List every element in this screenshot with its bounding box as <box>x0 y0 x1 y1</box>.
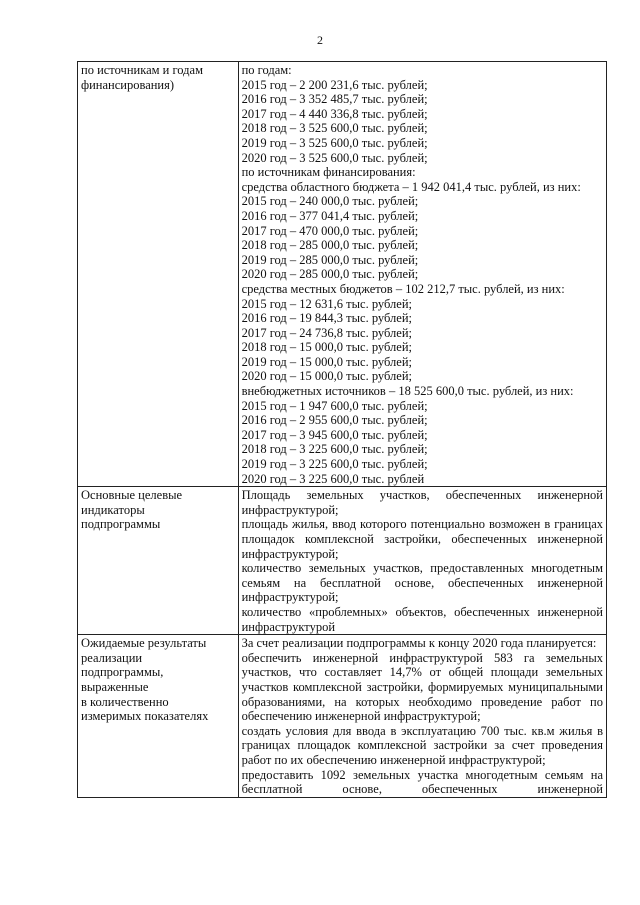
row-value-indicators <box>238 487 606 635</box>
indicator-paragraph: количество «проблемных» объектов, обеспеченных инженерной инфраструктурой <box>241 604 603 634</box>
financing-line: 2018 год – 3 225 600,0 тыс. рублей; <box>241 442 428 457</box>
financing-line: 2019 год – 285 000,0 тыс. рублей; <box>241 252 419 267</box>
financing-line: средства местных бюджетов – 102 212,7 тыс. рублей, из них: <box>241 281 565 296</box>
financing-line: 2016 год – 3 352 485,7 тыс. рублей; <box>241 92 428 107</box>
financing-line: 2017 год – 470 000,0 тыс. рублей; <box>241 223 419 238</box>
financing-line: 2020 год – 3 225 600,0 тыс. рублей <box>241 471 425 486</box>
financing-line: 2017 год – 4 440 336,8 тыс. рублей; <box>241 106 428 121</box>
financing-line: 2015 год – 240 000,0 тыс. рублей; <box>241 194 419 209</box>
financing-line: 2015 год – 1 947 600,0 тыс. рублей; <box>241 398 428 413</box>
table-row <box>78 635 607 798</box>
table-row <box>78 487 607 635</box>
label-line: измеримых показателях <box>81 709 209 724</box>
row-label-results <box>78 635 239 798</box>
financing-line: 2016 год – 19 844,3 тыс. рублей; <box>241 311 412 326</box>
financing-line: 2019 год – 3 225 600,0 тыс. рублей; <box>241 457 428 472</box>
result-line: бесплатной основе, обеспеченных инженерной <box>241 782 603 797</box>
indicator-paragraph: площадь жилья, ввод которого потенциально возможен в границах площадок комплексной застройки, обеспеченных инженерной инфраструктурой; <box>241 517 603 561</box>
financing-line: 2017 год – 24 736,8 тыс. рублей; <box>241 325 412 340</box>
table-row <box>78 62 607 487</box>
financing-line: 2020 год – 15 000,0 тыс. рублей; <box>241 369 412 384</box>
label-line: подпрограммы <box>81 517 161 532</box>
financing-line: внебюджетных источников – 18 525 600,0 тыс. рублей, из них: <box>241 384 574 399</box>
financing-line: 2015 год – 12 631,6 тыс. рублей; <box>241 296 412 311</box>
financing-line: 2019 год – 3 525 600,0 тыс. рублей; <box>241 135 428 150</box>
result-paragraph: За счет реализации подпрограммы к концу 2020 года планируется: <box>241 636 597 651</box>
financing-line: по годам: <box>241 63 292 77</box>
row-value-financing <box>238 62 606 487</box>
financing-line: 2018 год – 285 000,0 тыс. рублей; <box>241 238 419 253</box>
page-number: 2 <box>317 33 323 47</box>
label-line: в количественно <box>81 694 169 709</box>
program-passport-table <box>77 61 607 798</box>
financing-line: 2020 год – 3 525 600,0 тыс. рублей; <box>241 150 428 165</box>
financing-line: по источникам финансирования: <box>241 165 416 180</box>
label-line: подпрограммы, <box>81 665 164 680</box>
financing-line: 2016 год – 377 041,4 тыс. рублей; <box>241 208 419 223</box>
label-line: по источникам и годам <box>81 63 203 77</box>
financing-line: 2016 год – 2 955 600,0 тыс. рублей; <box>241 413 428 428</box>
label-line: индикаторы <box>81 502 145 517</box>
label-line: финансирования) <box>81 77 175 92</box>
row-label-financing <box>78 62 239 487</box>
financing-line: 2018 год – 15 000,0 тыс. рублей; <box>241 340 412 355</box>
label-line: выраженные <box>81 679 149 694</box>
indicator-paragraph: Площадь земельных участков, обеспеченных инженерной инфраструктурой; <box>241 488 603 517</box>
result-paragraph: создать условия для ввода в эксплуатацию 700 тыс. кв.м жилья в границах площадок комплексной застройки за счет проведения работ по их обеспечению инженерной инфраструктурой; <box>241 723 603 767</box>
result-paragraph: обеспечить инженерной инфраструктурой 583 га земельных участков, что составляет 14,7% от общей площади земельных участков комплексной застройки, формируемых муниципальными образованиями, на которых необходимо проведение работ по обеспечению инженерной инфраструктурой; <box>241 650 603 724</box>
label-line: реализации <box>81 650 143 665</box>
result-line: предоставить 1092 земельных участка многодетным семьям на <box>241 767 603 782</box>
label-line: Ожидаемые результаты <box>81 636 207 651</box>
financing-line: 2019 год – 15 000,0 тыс. рублей; <box>241 354 412 369</box>
row-label-indicators <box>78 487 239 635</box>
financing-line: 2015 год – 2 200 231,6 тыс. рублей; <box>241 77 428 92</box>
financing-line: 2018 год – 3 525 600,0 тыс. рублей; <box>241 121 428 136</box>
financing-line: 2020 год – 285 000,0 тыс. рублей; <box>241 267 419 282</box>
financing-line: 2017 год – 3 945 600,0 тыс. рублей; <box>241 427 428 442</box>
indicator-paragraph: количество земельных участков, предоставленных многодетным семьям на бесплатной основе, обеспеченных инженерной инфраструктурой; <box>241 561 603 605</box>
financing-line: средства областного бюджета – 1 942 041,4 тыс. рублей, из них: <box>241 179 581 194</box>
label-line: Основные целевые <box>81 488 183 503</box>
row-value-results <box>238 635 606 798</box>
